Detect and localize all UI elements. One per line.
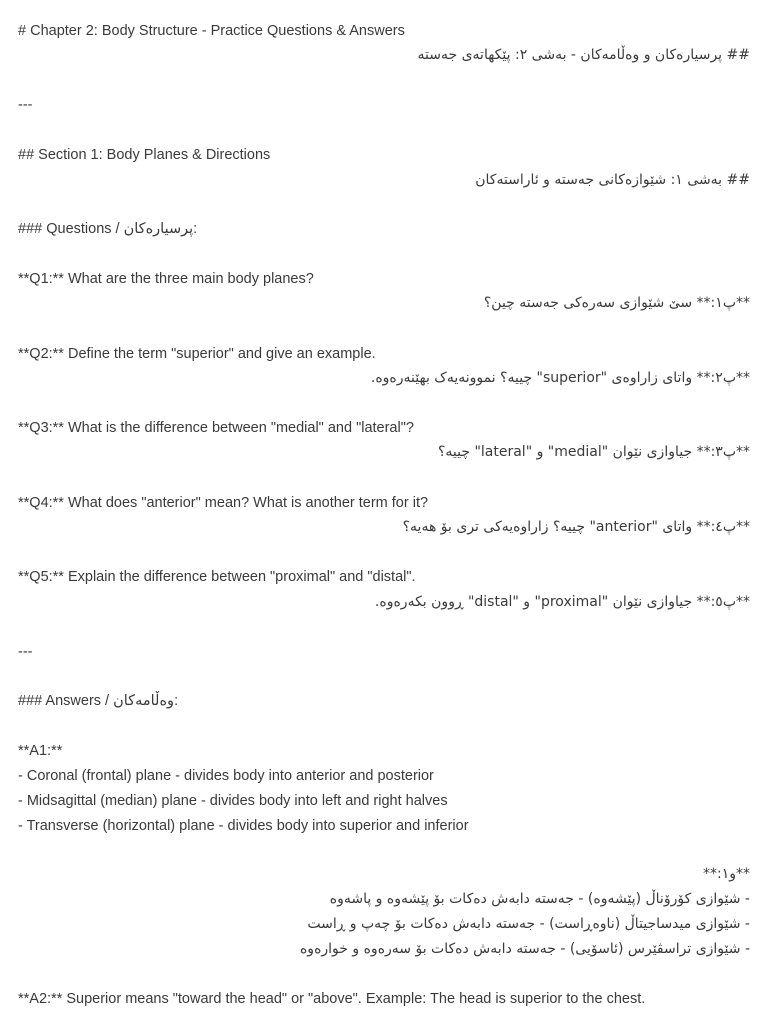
question-3-english: **Q3:** What is the difference between "medial" and "lateral"? [18,420,414,436]
chapter-heading-kurdish: ## پرسیارەکان و وەڵامەکان - بەشی ٢: پێکهاتەی جەستە [417,47,750,63]
answer-1-english-label: **A1:** [18,743,63,759]
question-2-english: **Q2:** Define the term "superior" and give an example. [18,346,376,362]
answer-1-english-item: - Coronal (frontal) plane - divides body into anterior and posterior [18,768,434,784]
answer-2-english: **A2:** Superior means "toward the head" or "above". Example: The head is superior to the chest. [18,991,646,1007]
question-5-english: **Q5:** Explain the difference between "proximal" and "distal". [18,569,416,585]
answers-heading: ### Answers / وەڵامەکان: [18,693,179,709]
horizontal-rule: --- [18,97,33,113]
answer-1-english-item: - Midsagittal (median) plane - divides body into left and right halves [18,793,448,809]
answer-1-kurdish-item: - شێوازی کۆرۆناڵ (پێشەوە) - جەستە دابەش دەکات بۆ پێشەوە و پاشەوە [329,891,750,907]
question-5-kurdish: **پ٥:** جیاوازی نێوان "proximal" و "distal" ڕوون بکەرەوە. [374,594,750,610]
question-3-kurdish: **پ٣:** جیاوازی نێوان "medial" و "lateral" چییە؟ [437,444,750,460]
section-heading-english: ## Section 1: Body Planes & Directions [18,147,271,163]
chapter-heading-english: # Chapter 2: Body Structure - Practice Questions & Answers [18,23,405,39]
question-4-kurdish: **پ٤:** واتای "anterior" چییە؟ زاراوەیەکی تری بۆ هەیە؟ [402,519,750,535]
answer-1-kurdish-item: - شێوازی تراسڤێرس (ئاسۆیی) - جەستە دابەش دەکات بۆ سەرەوە و خوارەوە [299,941,750,957]
horizontal-rule: --- [18,644,33,660]
question-1-english: **Q1:** What are the three main body planes? [18,271,314,287]
answer-1-kurdish-item: - شێوازی میدساجیتاڵ (ناوەڕاست) - جەستە دابەش دەکات بۆ چەپ و ڕاست [307,916,750,932]
questions-heading: ### Questions / پرسیارەکان: [18,221,198,237]
section-heading-kurdish: ## بەشی ١: شێوازەکانی جەستە و ئاراستەکان [475,172,750,188]
question-1-kurdish: **پ١:** سێ شێوازی سەرەکی جەستە چین؟ [483,295,750,311]
question-2-kurdish: **پ٢:** واتای زاراوەی "superior" چییە؟ نموونەیەک بهێنەرەوە. [370,370,750,386]
answer-1-english-item: - Transverse (horizontal) plane - divides body into superior and inferior [18,818,469,834]
answer-1-kurdish-label: **و١:** [702,866,750,882]
question-4-english: **Q4:** What does "anterior" mean? What is another term for it? [18,495,429,511]
